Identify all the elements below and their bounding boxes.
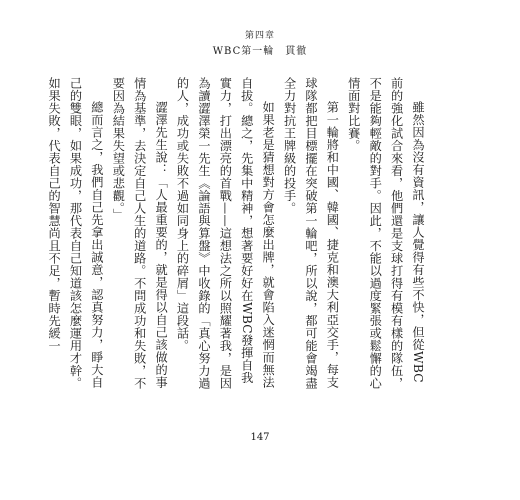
page-number: 147 xyxy=(250,432,270,443)
paragraph: 第一輪將和中國、韓國、捷克和澳大利亞交手，每支球隊都把目標擺在突破第一輪吧，所以說，都可能會竭盡全力對抗王牌級的投手。 xyxy=(282,77,340,390)
chapter-title: WBC第一輪 貫徹 xyxy=(212,46,308,57)
body-text xyxy=(47,77,428,393)
paragraph: 如果老是猜想對方會怎麼出牌，就會陷入迷惘而無法自拔。總之，先集中精神，想著要好好在WBC發揮自我實力，打出漂亮的首戰——這想法之所以照耀著我，是因為讀澀澤榮一先生《論語與算盤》中收錄的「真心努力過的人，成功或失敗不過如同身上的碎屑」這段話。 xyxy=(175,77,276,390)
paragraph: 雖然因為沒有資訊，讓人覺得有些不快，但從WBC前的強化試合來看，他們還是支球打得有模有樣的隊伍，不是能夠輕敵的對手。因此，不能以過度緊張或鬆懈的心情面對比賽。 xyxy=(346,77,425,390)
paragraph: 總而言之，我們自己先拿出誠意，認真努力，睜大自己的雙眼，如果成功，那代表自己知道該怎麼運用才幹。如果失敗，代表自己的智慧尚且不足，暫時先緩一 xyxy=(47,77,104,390)
chapter-label: 第四章 xyxy=(244,31,275,41)
paragraph: 澀澤先生說：「人最重要的，就是得以自己該做的事情為基準，去決定自己人生的道路。不問成功和失敗，不要因為結果失望或悲觀。」 xyxy=(111,77,169,390)
